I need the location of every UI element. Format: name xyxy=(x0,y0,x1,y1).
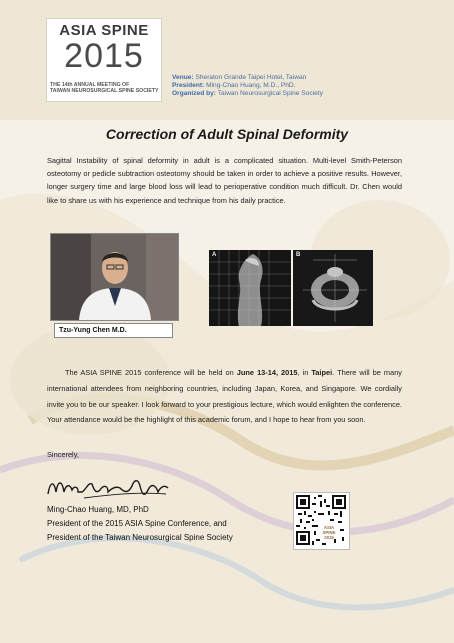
document-title: Correction of Adult Spinal Deformity xyxy=(105,126,349,142)
invitation-text: , in xyxy=(297,368,312,377)
logo-title: ASIA SPINE xyxy=(59,22,149,39)
image-b-label: B xyxy=(296,252,301,258)
conference-city: Taipei xyxy=(311,368,333,377)
venue-label: Venue: xyxy=(172,74,194,81)
qr-logo-text: ASIA xyxy=(323,525,335,530)
logo-year: 2015 xyxy=(64,37,144,75)
president-label: President: xyxy=(172,82,205,89)
president-line xyxy=(172,82,296,89)
president-value: Ming-Chao Huang, M.D., PhD. xyxy=(206,82,296,89)
signer-title: President of the Taiwan Neurosurgical Spine Society xyxy=(47,533,233,542)
organizer-line xyxy=(172,90,323,97)
qr-logo xyxy=(313,525,345,540)
ct-scan-image-b xyxy=(293,250,373,326)
abstract-paragraph: Sagittal Instability of spinal deformity in adult is a complicated situation. Multi-level Smith-Peterson osteotomy or pedicle subtraction osteotomy should be taken in order to achieve a positive results. However, longer surgery time and large blood loss will lead to perioperative condition much difficult. Dr. Chen would like to share us with his experience and technique from his daily practice. xyxy=(47,156,402,205)
closing: Sincerely, xyxy=(47,450,79,459)
organizer-value: Taiwan Neurosurgical Spine Society xyxy=(217,90,323,97)
invitation-text: The ASIA SPINE 2015 conference will be held on xyxy=(65,368,237,377)
handwritten-signature xyxy=(44,472,174,504)
conference-date: June 13-14, 2015 xyxy=(236,368,298,377)
venue-line xyxy=(172,74,306,81)
invitation-text: . There will be many international attendees from neighboring countries, including Japan, Korea, and Singapore. We cordially invite you to be our speaker. I look forward to your prestigious lecture, which would enlighten the conference. Your attendance would be the highlight of this academic forum, and I hope to hear from you soon. xyxy=(47,368,402,425)
logo-subtitle: TAIWAN NEUROSURGICAL SPINE SOCIETY xyxy=(50,88,159,94)
qr-logo-text: 2015 xyxy=(324,535,334,540)
signer-title: President of the 2015 ASIA Spine Conference, and xyxy=(47,519,227,528)
ct-scan-image-a xyxy=(209,250,291,326)
venue-value: Sheraton Grande Taipei Hotel, Taiwan xyxy=(195,74,307,81)
invitation-paragraph xyxy=(47,365,402,428)
qr-logo-text: SPINE xyxy=(322,530,336,535)
organizer-label: Organized by: xyxy=(172,90,216,97)
speaker-photo xyxy=(50,233,179,321)
signer-name: Ming-Chao Huang, MD, PhD xyxy=(47,505,149,514)
image-a-label: A xyxy=(212,252,217,258)
logo-subtitle: THE 14th ANNUAL MEETING OF xyxy=(50,82,130,88)
photo-caption: Tzu-Yung Chen M.D. xyxy=(54,323,173,338)
